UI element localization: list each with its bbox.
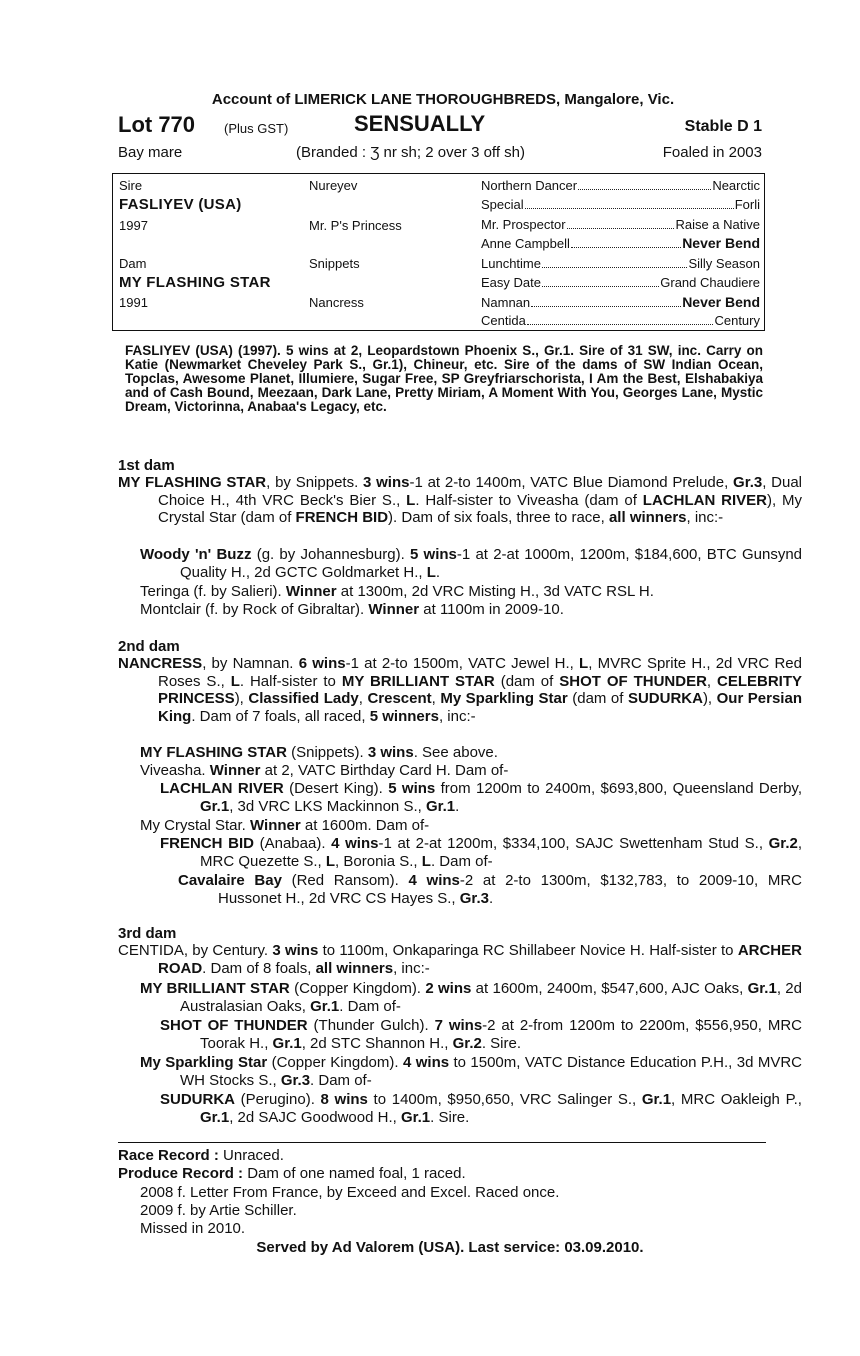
vendor-line: Account of LIMERICK LANE THOROUGHBREDS, Mangalore, Vic. [211, 91, 675, 108]
pedigree-gen3-row: Northern Dancer Nearctic [481, 178, 760, 193]
service-note: Served by Ad Valorem (USA). Last service: 03.09.2010. [256, 1239, 644, 1256]
third-dam-paragraph: CENTIDA, by Century. 3 wins to 1100m, Onkaparinga RC Shillabeer Novice H. Half-sister to ARCHER ROAD. Dam of 8 foals, all winners, inc:- [118, 942, 802, 977]
pedigree-gen3-row: Easy Date Grand Chaudiere [481, 275, 760, 290]
sire-sire: Nureyev [309, 178, 358, 193]
foal-entry: 2009 f. by Artie Schiller. [140, 1202, 297, 1219]
race-record: Race Record : Unraced. [118, 1147, 284, 1164]
dam-name: MY FLASHING STAR [119, 274, 271, 291]
pedigree-gen3-row: Mr. Prospector Raise a Native [481, 217, 760, 232]
progeny-entry: Woody 'n' Buzz (g. by Johannesburg). 5 wins-1 at 2-at 1000m, 1200m, $184,600, BTC Gunsynd Quality H., 2d GCTC Goldmarket H., L. [140, 546, 803, 581]
foal-entry: Missed in 2010. [140, 1220, 246, 1237]
sire-name: FASLIYEV (USA) [119, 196, 242, 213]
progeny-entry: My Crystal Star. Winner at 1600m. Dam of- [140, 817, 430, 834]
produce-record: Produce Record : Dam of one named foal, 1 raced. [118, 1165, 466, 1182]
sire-dam: Mr. P's Princess [309, 218, 402, 233]
brand-description: (Branded : Ʒ nr sh; 2 over 3 off sh) [296, 144, 525, 161]
description-line [118, 144, 762, 166]
dam-year: 1991 [119, 295, 148, 310]
progeny-entry: Cavalaire Bay (Red Ransom). 4 wins-2 at 2-to 1300m, $132,783, to 2009-10, MRC Hussonet H., 2d VRC CS Hayes S., Gr.3. [178, 872, 802, 907]
dam-label: Dam [119, 256, 147, 271]
second-dam-heading: 2nd dam [118, 638, 180, 655]
section-divider [118, 1142, 766, 1143]
progeny-entry: FRENCH BID (Anabaa). 4 wins-1 at 2-at 1200m, $334,100, SAJC Swettenham Stud S., Gr.2, MRC Quezette S., L, Boronia S., L. Dam of- [160, 835, 802, 870]
pedigree-gen3-row: Anne Campbell Never Bend [481, 235, 760, 251]
sire-year: 1997 [119, 218, 148, 233]
horse-name: SENSUALLY [354, 111, 486, 136]
third-dam-heading: 3rd dam [118, 925, 177, 942]
dam-sire: Snippets [309, 256, 360, 271]
pedigree-gen3-row: Lunchtime Silly Season [481, 256, 760, 271]
foal-entry: 2008 f. Letter From France, by Exceed and Excel. Raced once. [140, 1184, 560, 1201]
pedigree-gen3-row: Centida Century [481, 313, 760, 328]
foaling-year: Foaled in 2003 [662, 144, 762, 161]
progeny-entry: MY FLASHING STAR (Snippets). 3 wins. See above. [140, 744, 498, 761]
progeny-entry: SUDURKA (Perugino). 8 wins to 1400m, $950,650, VRC Salinger S., Gr.1, MRC Oakleigh P., Gr.1, 2d SAJC Goodwood H., Gr.1. Sire. [160, 1091, 802, 1126]
stable-location: Stable D 1 [684, 118, 762, 135]
progeny-entry: Montclair (f. by Rock of Gibraltar). Winner at 1100m in 2009-10. [140, 601, 564, 618]
progeny-entry: Viveasha. Winner at 2, VATC Birthday Card H. Dam of- [140, 762, 509, 779]
horse-sex: Bay mare [118, 144, 183, 161]
sire-label: Sire [119, 178, 143, 193]
progeny-entry: SHOT OF THUNDER (Thunder Gulch). 7 wins-2 at 2-from 1200m to 2200m, $556,950, MRC Toorak H., Gr.1, 2d STC Shannon H., Gr.2. Sire. [160, 1017, 802, 1052]
first-dam-paragraph: MY FLASHING STAR, by Snippets. 3 wins-1 at 2-to 1400m, VATC Blue Diamond Prelude, Gr.3, Dual Choice H., 4th VRC Beck's Bier S., L. Half-sister to Viveasha (dam of LACHLAN RIVER), My Crystal Star (dam of FRENCH BID). Dam of six foals, three to race, all winners, inc:- [118, 474, 803, 526]
lot-number: Lot 770 [118, 112, 196, 137]
progeny-entry: My Sparkling Star (Copper Kingdom). 4 wins to 1500m, VATC Distance Education P.H., 3d MVRC WH Stocks S., Gr.3. Dam of- [140, 1054, 802, 1089]
progeny-entry: Teringa (f. by Salieri). Winner at 1300m, 2d VRC Misting H., 3d VATC RSL H. [140, 583, 654, 600]
lot-header [118, 112, 762, 142]
first-dam-heading: 1st dam [118, 457, 175, 474]
gst-note: (Plus GST) [224, 121, 289, 136]
progeny-entry: LACHLAN RIVER (Desert King). 5 wins from 1200m to 2400m, $693,800, Queensland Derby, Gr.1, 3d VRC LKS Mackinnon S., Gr.1. [160, 780, 802, 815]
pedigree-table [112, 173, 765, 331]
dam-dam: Nancress [309, 295, 364, 310]
progeny-entry: MY BRILLIANT STAR (Copper Kingdom). 2 wins at 1600m, 2400m, $547,600, AJC Oaks, Gr.1, 2d Australasian Oaks, Gr.1. Dam of- [140, 980, 802, 1015]
second-dam-paragraph: NANCRESS, by Namnan. 6 wins-1 at 2-to 1500m, VATC Jewel H., L, MVRC Sprite H., 2d VRC Red Roses S., L. Half-sister to MY BRILLIANT STAR (dam of SHOT OF THUNDER, CELEBRITY PRINCESS), Classified Lady, Crescent, My Sparkling Star (dam of SUDURKA), Our Persian King. Dam of 7 foals, all raced, 5 winners, inc:- [118, 655, 803, 725]
pedigree-gen3-row: Namnan Never Bend [481, 294, 760, 310]
sire-summary: FASLIYEV (USA) (1997). 5 wins at 2, Leopardstown Phoenix S., Gr.1. Sire of 31 SW, inc. Carry on Katie (Newmarket Cheveley Park S., Gr.1), Chineur, etc. Sire of the dams of SW Indian Ocean, Topclas, Awesome Planet, Illumiere, Sugar Free, SP Greyfriarschorista, I Am the Best, Elshabakiya and of Cash Bound, Meezaan, Dark Lane, Pretty Miriam, A Moment With You, Georges Lane, Mystic Dream, Victorinna, Anabaa's Legacy, etc. [125, 343, 763, 414]
pedigree-gen3-row: Special Forli [481, 197, 760, 212]
